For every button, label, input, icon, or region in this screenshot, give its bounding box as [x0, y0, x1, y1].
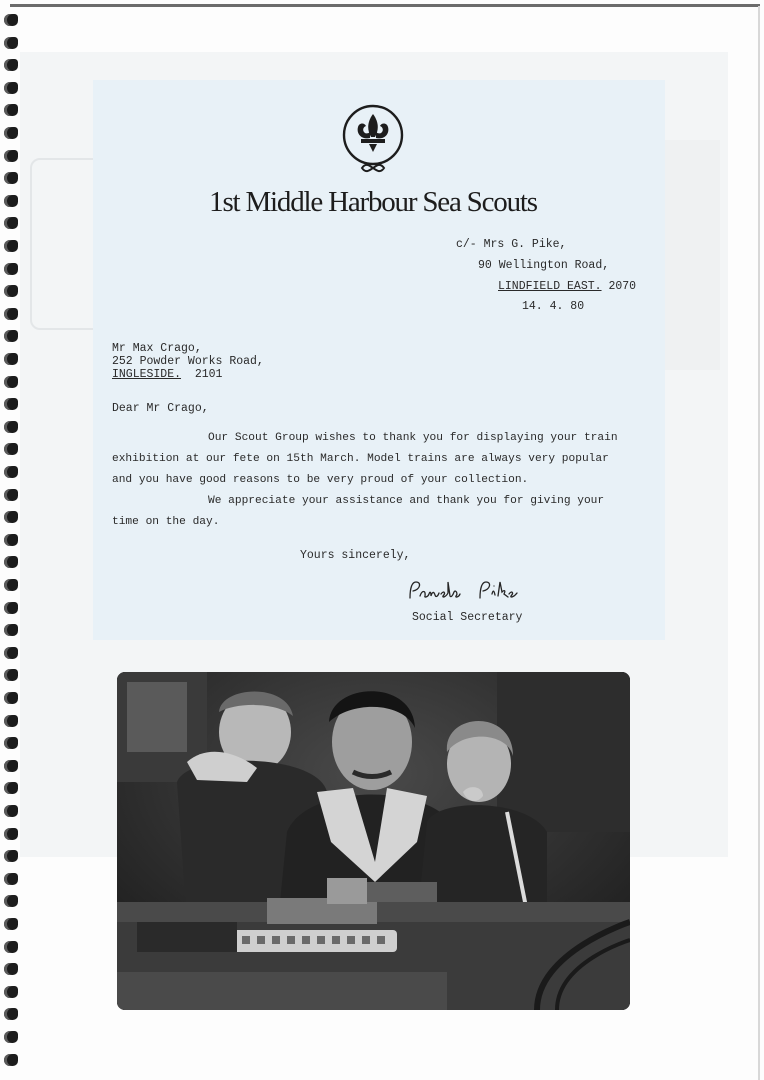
- spiral-hole: [4, 308, 18, 320]
- spiral-hole: [4, 556, 18, 568]
- spiral-hole: [4, 398, 18, 410]
- spiral-hole: [4, 805, 18, 817]
- spiral-hole: [4, 986, 18, 998]
- spiral-hole: [4, 963, 18, 975]
- page-right-edge: [758, 6, 760, 1080]
- letter-date: 14. 4. 80: [522, 300, 585, 313]
- handwritten-signature: [404, 576, 524, 606]
- signatory-title: Social Secretary: [412, 611, 523, 624]
- spiral-hole: [4, 918, 18, 930]
- spiral-hole: [4, 466, 18, 478]
- spiral-hole: [4, 353, 18, 365]
- spiral-hole: [4, 828, 18, 840]
- spiral-hole: [4, 376, 18, 388]
- photograph-man-and-children-with-model-train: [117, 672, 630, 1010]
- letter-body: [112, 428, 632, 533]
- spiral-hole: [4, 534, 18, 546]
- spiral-hole: [4, 579, 18, 591]
- spiral-hole: [4, 1008, 18, 1020]
- spiral-hole: [4, 330, 18, 342]
- spiral-hole: [4, 195, 18, 207]
- spiral-hole: [4, 489, 18, 501]
- spiral-hole: [4, 647, 18, 659]
- spiral-hole: [4, 443, 18, 455]
- spiral-hole: [4, 37, 18, 49]
- spiral-hole: [4, 285, 18, 297]
- spiral-hole: [4, 104, 18, 116]
- spiral-hole: [4, 692, 18, 704]
- recipient-locality: INGLESIDE.: [112, 368, 182, 381]
- spiral-hole: [4, 624, 18, 636]
- spiral-hole: [4, 59, 18, 71]
- spiral-hole: [4, 82, 18, 94]
- fleur-de-lis-emblem-icon: [340, 104, 406, 176]
- spiral-hole: [4, 217, 18, 229]
- spiral-hole: [4, 127, 18, 139]
- spiral-hole: [4, 1054, 18, 1066]
- spiral-hole: [4, 850, 18, 862]
- sender-address-line1: c/- Mrs G. Pike,: [456, 238, 567, 251]
- spiral-hole: [4, 602, 18, 614]
- salutation: Dear Mr Crago,: [112, 402, 209, 415]
- spiral-hole: [4, 150, 18, 162]
- spiral-hole: [4, 263, 18, 275]
- spiral-hole: [4, 421, 18, 433]
- sender-postcode: 2070: [608, 280, 637, 293]
- sender-address-line3: [498, 280, 636, 294]
- sender-locality: LINDFIELD EAST.: [498, 280, 602, 293]
- recipient-locality-line: [112, 368, 222, 382]
- spiral-hole: [4, 941, 18, 953]
- spiral-hole: [4, 873, 18, 885]
- spiral-hole: [4, 240, 18, 252]
- spiral-hole: [4, 895, 18, 907]
- body-paragraph: We appreciate your assistance and thank you for giving your time on the day.: [112, 495, 605, 528]
- spiral-hole: [4, 1031, 18, 1043]
- spiral-hole: [4, 760, 18, 772]
- spiral-hole: [4, 511, 18, 523]
- recipient-postcode: 2101: [194, 368, 223, 381]
- spiral-hole: [4, 172, 18, 184]
- spiral-hole: [4, 782, 18, 794]
- recipient-name: Mr Max Crago,: [112, 342, 202, 355]
- page-top-edge: [10, 4, 760, 7]
- spiral-hole: [4, 715, 18, 727]
- spiral-hole: [4, 669, 18, 681]
- spiral-hole: [4, 14, 18, 26]
- closing: Yours sincerely,: [300, 549, 411, 562]
- spiral-binding: [2, 14, 20, 1080]
- organization-name: 1st Middle Harbour Sea Scouts: [209, 186, 537, 218]
- recipient-street: 252 Powder Works Road,: [112, 355, 264, 368]
- spiral-hole: [4, 737, 18, 749]
- body-paragraph: Our Scout Group wishes to thank you for displaying your train exhibition at our fete on 15th March. Model trains are always very popular and you have good reasons to be very proud of your collection.: [112, 432, 618, 486]
- sender-address-line2: 90 Wellington Road,: [478, 259, 610, 272]
